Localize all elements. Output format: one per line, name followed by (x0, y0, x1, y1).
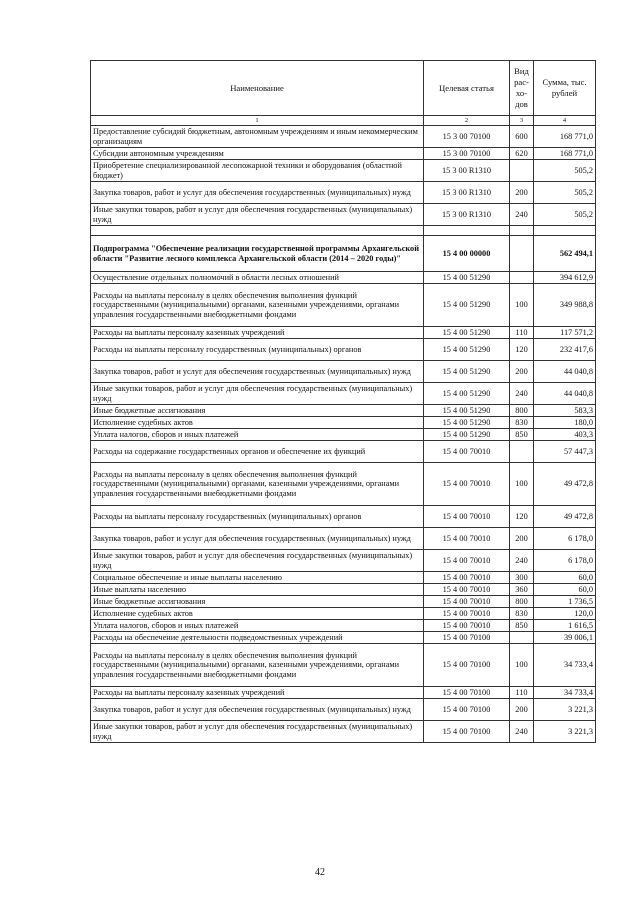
row-amount: 60,0 (534, 572, 596, 584)
row-expense-type: 800 (510, 596, 534, 608)
row-expense-type (510, 236, 534, 272)
row-amount: 117 571,2 (534, 327, 596, 339)
row-expense-type (510, 441, 534, 463)
page-number: 42 (315, 867, 325, 878)
row-expense-type: 850 (510, 620, 534, 632)
row-amount: 49 472,8 (534, 463, 596, 506)
row-amount: 1 616,5 (534, 620, 596, 632)
row-amount: 505,2 (534, 182, 596, 204)
row-target-article: 15 3 00 R1310 (424, 182, 510, 204)
row-name: Иные закупки товаров, работ и услуг для обеспечения государственных (муниципальных) нужд (91, 383, 424, 405)
column-number-3: 3 (510, 116, 534, 126)
row-target-article: 15 3 00 R1310 (424, 204, 510, 226)
table-row (91, 327, 596, 339)
row-name: Социальное обеспечение и иные выплаты населению (91, 572, 424, 584)
table-row (91, 687, 596, 699)
row-name: Расходы на выплаты персоналу в целях обеспечения выполнения функций государственными (муниципальными) органами, казенными учреждениями, органами управления государственными внебюджетными фондами (91, 463, 424, 506)
table-row (91, 550, 596, 572)
row-target-article: 15 4 00 70010 (424, 441, 510, 463)
row-amount: 505,2 (534, 160, 596, 182)
row-expense-type: 200 (510, 182, 534, 204)
column-number-2: 2 (424, 116, 510, 126)
table-row (91, 160, 596, 182)
spacer-row (91, 226, 596, 236)
row-amount: 232 417,6 (534, 339, 596, 361)
table-row (91, 182, 596, 204)
row-target-article: 15 3 00 70100 (424, 148, 510, 160)
spacer-cell (424, 226, 510, 236)
row-target-article: 15 4 00 51290 (424, 327, 510, 339)
table-row (91, 572, 596, 584)
row-amount: 180,0 (534, 417, 596, 429)
table-row (91, 284, 596, 327)
row-expense-type: 240 (510, 204, 534, 226)
row-name: Подпрограмма "Обеспечение реализации государственной программы Архангельской области "Развитие лесного комплекса Архангельской области (2014 – 2020 годы)" (91, 236, 424, 272)
row-expense-type: 120 (510, 339, 534, 361)
row-target-article: 15 4 00 70010 (424, 463, 510, 506)
row-name: Иные закупки товаров, работ и услуг для обеспечения государственных (муниципальных) нужд (91, 721, 424, 743)
row-expense-type: 240 (510, 383, 534, 405)
row-amount: 1 736,5 (534, 596, 596, 608)
row-expense-type: 200 (510, 361, 534, 383)
row-name: Расходы на выплаты персоналу в целях обеспечения выполнения функций государственными (муниципальными) органами, казенными учреждениями, органами управления государственными внебюджетными фондами (91, 644, 424, 687)
row-name: Осуществление отдельных полномочий в области лесных отношений (91, 272, 424, 284)
table-row (91, 405, 596, 417)
row-expense-type: 850 (510, 429, 534, 441)
row-expense-type (510, 160, 534, 182)
row-target-article: 15 4 00 51290 (424, 361, 510, 383)
row-target-article: 15 4 00 70100 (424, 644, 510, 687)
table-row (91, 721, 596, 743)
row-expense-type: 600 (510, 126, 534, 148)
table-row (91, 148, 596, 160)
row-target-article: 15 3 00 R1310 (424, 160, 510, 182)
row-name: Закупка товаров, работ и услуг для обеспечения государственных (муниципальных) нужд (91, 361, 424, 383)
row-target-article: 15 4 00 70100 (424, 699, 510, 721)
row-name: Иные закупки товаров, работ и услуг для обеспечения государственных (муниципальных) нужд (91, 204, 424, 226)
row-expense-type: 110 (510, 327, 534, 339)
row-target-article: 15 4 00 51290 (424, 284, 510, 327)
row-target-article: 15 4 00 70100 (424, 721, 510, 743)
row-amount: 6 178,0 (534, 550, 596, 572)
row-amount: 44 040,8 (534, 383, 596, 405)
row-name: Расходы на выплаты персоналу государственных (муниципальных) органов (91, 339, 424, 361)
row-amount: 34 733,4 (534, 644, 596, 687)
table-row (91, 204, 596, 226)
row-target-article: 15 4 00 70010 (424, 550, 510, 572)
table-row (91, 417, 596, 429)
table-row (91, 429, 596, 441)
row-name: Расходы на выплаты персоналу казенных учреждений (91, 687, 424, 699)
row-target-article: 15 4 00 70010 (424, 596, 510, 608)
row-target-article: 15 4 00 51290 (424, 417, 510, 429)
row-expense-type: 110 (510, 687, 534, 699)
row-expense-type: 200 (510, 528, 534, 550)
row-target-article: 15 4 00 00000 (424, 236, 510, 272)
row-expense-type: 100 (510, 644, 534, 687)
header-row (91, 61, 596, 116)
row-amount: 120,0 (534, 608, 596, 620)
header-name: Наименование (91, 61, 424, 116)
row-name: Закупка товаров, работ и услуг для обеспечения государственных (муниципальных) нужд (91, 182, 424, 204)
table-row (91, 699, 596, 721)
table-row (91, 126, 596, 148)
header-amount: Сумма, тыс. рублей (534, 61, 596, 116)
table-row (91, 608, 596, 620)
budget-table-page (90, 60, 595, 743)
row-target-article: 15 4 00 51290 (424, 339, 510, 361)
row-name: Приобретение специализированной лесопожарной техники и оборудования (областной бюджет) (91, 160, 424, 182)
row-expense-type: 360 (510, 584, 534, 596)
table-row (91, 584, 596, 596)
spacer-cell (91, 226, 424, 236)
table-row (91, 272, 596, 284)
row-amount: 583,3 (534, 405, 596, 417)
column-number-4: 4 (534, 116, 596, 126)
row-target-article: 15 4 00 70010 (424, 528, 510, 550)
row-amount: 3 221,3 (534, 699, 596, 721)
budget-table (90, 60, 596, 743)
row-name: Иные закупки товаров, работ и услуг для обеспечения государственных (муниципальных) нужд (91, 550, 424, 572)
row-expense-type: 100 (510, 284, 534, 327)
row-name: Расходы на выплаты персоналу государственных (муниципальных) органов (91, 506, 424, 528)
row-target-article: 15 4 00 51290 (424, 383, 510, 405)
row-amount: 60,0 (534, 584, 596, 596)
table-row (91, 383, 596, 405)
row-amount: 394 612,9 (534, 272, 596, 284)
row-target-article: 15 4 00 70010 (424, 506, 510, 528)
row-amount: 6 178,0 (534, 528, 596, 550)
row-target-article: 15 4 00 70010 (424, 572, 510, 584)
row-target-article: 15 3 00 70100 (424, 126, 510, 148)
row-name: Уплата налогов, сборов и иных платежей (91, 429, 424, 441)
row-expense-type: 240 (510, 550, 534, 572)
table-row (91, 620, 596, 632)
row-expense-type: 100 (510, 463, 534, 506)
table-row (91, 339, 596, 361)
column-number-row (91, 116, 596, 126)
row-name: Расходы на выплаты персоналу в целях обеспечения выполнения функций государственными (муниципальными) органами, казенными учреждениями, органами управления государственными внебюджетными фондами (91, 284, 424, 327)
column-number-1: 1 (91, 116, 424, 126)
header-expense-type: Вид рас-хо-дов (510, 61, 534, 116)
row-target-article: 15 4 00 51290 (424, 272, 510, 284)
row-expense-type: 240 (510, 721, 534, 743)
row-amount: 168 771,0 (534, 126, 596, 148)
row-amount: 562 494,1 (534, 236, 596, 272)
table-row (91, 644, 596, 687)
row-name: Иные выплаты населению (91, 584, 424, 596)
row-expense-type: 830 (510, 608, 534, 620)
row-amount: 44 040,8 (534, 361, 596, 383)
table-row (91, 506, 596, 528)
row-target-article: 15 4 00 70100 (424, 687, 510, 699)
row-name: Расходы на выплаты персоналу казенных учреждений (91, 327, 424, 339)
row-name: Уплата налогов, сборов и иных платежей (91, 620, 424, 632)
row-name: Предоставление субсидий бюджетным, автономным учреждениям и иным некоммерческим организациям (91, 126, 424, 148)
row-name: Закупка товаров, работ и услуг для обеспечения государственных (муниципальных) нужд (91, 699, 424, 721)
row-name: Расходы на содержание государственных органов и обеспечение их функций (91, 441, 424, 463)
row-target-article: 15 4 00 70010 (424, 608, 510, 620)
table-row (91, 632, 596, 644)
row-name: Расходы на обеспечение деятельности подведомственных учреждений (91, 632, 424, 644)
spacer-cell (510, 226, 534, 236)
row-amount: 34 733,4 (534, 687, 596, 699)
header-target-article: Целевая статья (424, 61, 510, 116)
row-name: Иные бюджетные ассигнования (91, 405, 424, 417)
row-amount: 3 221,3 (534, 721, 596, 743)
table-row (91, 236, 596, 272)
row-target-article: 15 4 00 70010 (424, 584, 510, 596)
row-expense-type (510, 272, 534, 284)
table-row (91, 361, 596, 383)
row-name: Исполнение судебных актов (91, 608, 424, 620)
row-expense-type: 830 (510, 417, 534, 429)
row-amount: 403,3 (534, 429, 596, 441)
row-expense-type (510, 632, 534, 644)
row-expense-type: 620 (510, 148, 534, 160)
row-name: Субсидии автономным учреждениям (91, 148, 424, 160)
row-amount: 349 988,8 (534, 284, 596, 327)
row-expense-type: 800 (510, 405, 534, 417)
row-name: Исполнение судебных актов (91, 417, 424, 429)
row-expense-type: 120 (510, 506, 534, 528)
row-expense-type: 200 (510, 699, 534, 721)
table-row (91, 463, 596, 506)
row-amount: 39 006,1 (534, 632, 596, 644)
row-target-article: 15 4 00 51290 (424, 429, 510, 441)
row-amount: 57 447,3 (534, 441, 596, 463)
row-name: Закупка товаров, работ и услуг для обеспечения государственных (муниципальных) нужд (91, 528, 424, 550)
row-amount: 505,2 (534, 204, 596, 226)
row-amount: 168 771,0 (534, 148, 596, 160)
table-row (91, 441, 596, 463)
row-expense-type: 300 (510, 572, 534, 584)
row-target-article: 15 4 00 70010 (424, 620, 510, 632)
row-target-article: 15 4 00 51290 (424, 405, 510, 417)
spacer-cell (534, 226, 596, 236)
row-name: Иные бюджетные ассигнования (91, 596, 424, 608)
table-row (91, 596, 596, 608)
table-row (91, 528, 596, 550)
row-target-article: 15 4 00 70100 (424, 632, 510, 644)
row-amount: 49 472,8 (534, 506, 596, 528)
